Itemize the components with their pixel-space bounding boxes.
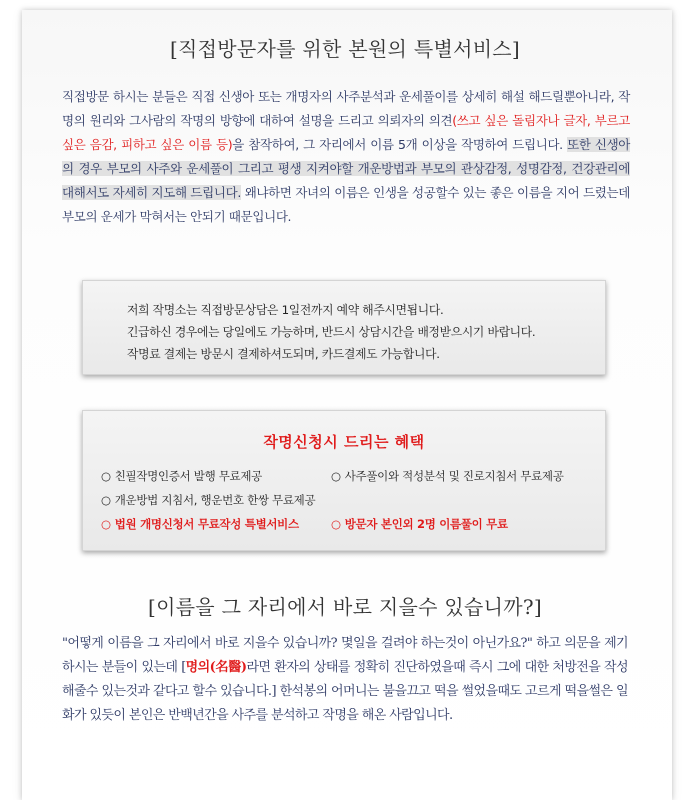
benefit-item-3: ○ 개운방법 지침서, 행운번호 한쌍 무료제공 <box>101 493 316 507</box>
circle-bullet-icon: ○ <box>101 493 111 507</box>
circle-bullet-icon: ○ <box>101 517 111 531</box>
section2-text-red: 명의(名醫) <box>185 660 247 675</box>
circle-bullet-icon: ○ <box>101 469 111 483</box>
section1-text-1: 직접방문 하시는 분들은 직접 신생아 또는 개명자의 사주분석과 운세풀이를 상세히 해설 해드릴뿐아니라, 작명의 원리와 그사람의 작명의 방향에 대하여 설명을 드리고 의뢰자의 의견 <box>62 89 630 128</box>
circle-bullet-icon: ○ <box>331 517 341 531</box>
benefits-title: 작명신청시 드리는 혜택 <box>263 433 425 451</box>
section1-text-highlight: 또한 신생아의 경우 부모의 사주와 운세풀이 그리고 평생 지켜야할 개운방법과 부모의 관상감정, 성명감정, 건강관리에 대해서도 자세히 지도해 드립니다. <box>62 137 631 200</box>
section1-text-red: (쓰고 싶은 돌림자나 글자, 부르고 싶은 음감, 피하고 싶은 이름 등) <box>62 113 630 152</box>
section1-text-3: 을 참작하여, 그 자리에서 이름 5개 이상을 작명하여 드립니다. <box>232 137 563 152</box>
notice-line-3: 작명료 결제는 방문시 결제하셔도되며, 카드결제도 가능합니다. <box>127 347 440 361</box>
notice-line-2: 긴급하신 경우에는 당일에도 가능하며, 반드시 상담시간을 배정받으시기 바랍니다. <box>127 325 536 339</box>
notice-line-1: 저희 작명소는 직접방문상담은 1일전까지 예약 해주시면됩니다. <box>127 303 444 317</box>
benefit-item-2: ○ 사주풀이와 적성분석 및 진로지침서 무료제공 <box>331 469 564 483</box>
circle-bullet-icon: ○ <box>331 469 341 483</box>
section1-paragraph <box>62 85 630 229</box>
section1-title: [직접방문자를 위한 본원의 특별서비스] <box>169 37 521 61</box>
notice-box <box>82 280 606 375</box>
benefit-item-5: ○ 방문자 본인외 2명 이름풀이 무료 <box>331 517 508 531</box>
section2-text-1: "어떻게 이름을 그 자리에서 바로 지을수 있습니까? 몇일을 걸려야 하는것이 아닌가요?" 하고 의문을 제기하시는 분들이 있는데 [ <box>62 636 628 675</box>
section2-title: [이름을 그 자리에서 바로 지을수 있습니까?] <box>147 595 543 619</box>
section2-paragraph <box>62 632 628 728</box>
benefit-item-1: ○ 친필작명인증서 발행 무료제공 <box>101 469 262 483</box>
benefits-box <box>82 410 606 551</box>
section2-text-3: 라면 환자의 상태를 정확히 진단하였을때 즉시 그에 대한 처방전을 작성해줄수 있는것과 같다고 할수 있습니다.] 한석봉의 어머니는 불을끄고 떡을 썰었을때도 고르게 떡을썰은 일화가 있듯이 본인은 반백년간을 사주를 분석하고 작명을 해온 사람입니다. <box>62 660 628 723</box>
benefit-item-4: ○ 법원 개명신청서 무료작성 특별서비스 <box>101 517 299 531</box>
section1-text-5: 왜냐하면 자녀의 이름은 인생을 성공할수 있는 좋은 이름을 지어 드렸는데 부모의 운세가 막혀서는 안되기 때문입니다. <box>62 185 630 224</box>
